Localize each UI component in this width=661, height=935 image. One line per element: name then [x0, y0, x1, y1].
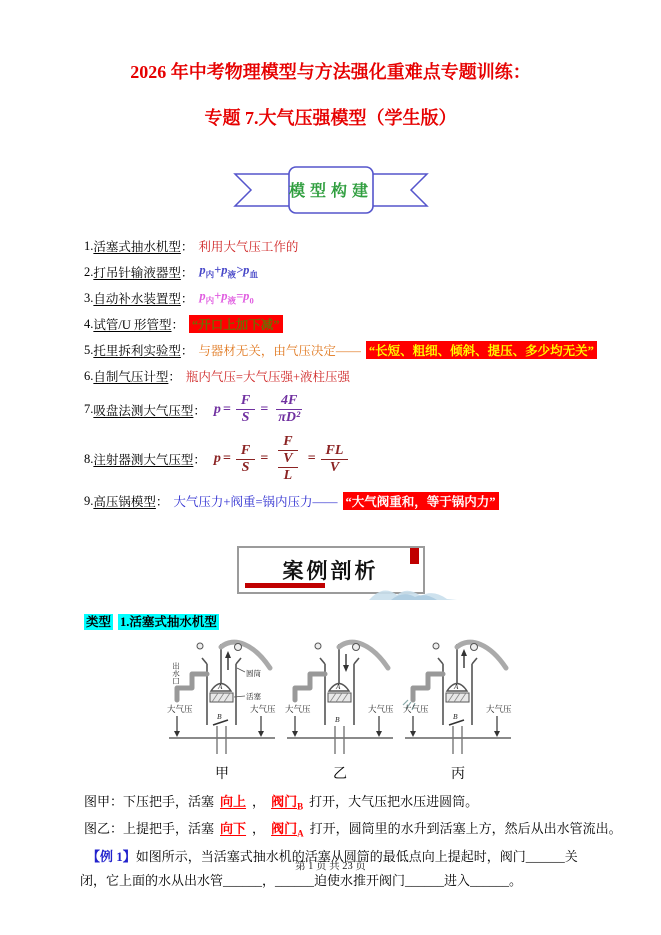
answer-valve [271, 821, 304, 839]
colon: ： [180, 292, 194, 306]
figure-label: 丙 [451, 767, 465, 783]
equals-sign: = [260, 401, 269, 417]
page-subtitle: 专题 7.大气压强模型（学生版） [204, 108, 457, 128]
answer-valve [271, 794, 304, 813]
formula-sub: 内 [205, 295, 215, 306]
colon: ： [155, 495, 169, 510]
formula-sub: 液 [227, 269, 237, 280]
numerator: F [278, 434, 297, 451]
model-name: 活塞式抽水机型 [93, 240, 181, 254]
valve-b-label: B [335, 715, 340, 725]
equals-sign: = [260, 451, 269, 467]
pump-figure-icon [284, 638, 396, 758]
atm-arrow-icon [410, 716, 416, 737]
example-tag: 【例 1】 [87, 848, 136, 864]
formula-sub: 液 [227, 295, 237, 306]
denominator: L [283, 468, 293, 484]
fraction [236, 443, 255, 476]
caption-prefix: 图乙： [84, 821, 124, 837]
atm-arrow-icon [258, 716, 264, 737]
numerator: 4F [276, 393, 302, 410]
pressure-formula [199, 263, 258, 281]
pump-diagram-bing [402, 638, 514, 783]
caption-text: 打开，大气压把水压进圆筒。 [309, 794, 479, 810]
page-title: 2026 年中考物理模型与方法强化重难点专题训练： [130, 62, 531, 82]
model-item-9 [84, 492, 661, 510]
caption-text: 下压把手，活塞 [123, 794, 215, 810]
pump-figure-icon [402, 638, 514, 758]
piston-label: 活塞 [246, 692, 261, 702]
denominator: πD² [278, 410, 301, 426]
model-name: 高压锅模型 [93, 495, 156, 510]
atm-arrow-icon [174, 716, 180, 737]
pump-diagrams [166, 638, 661, 783]
numerator: F [236, 393, 255, 410]
model-answer: 利用大气压工作的 [198, 240, 299, 254]
model-item-8 [84, 434, 661, 484]
formula-lead: p [213, 451, 221, 467]
model-list [84, 237, 661, 510]
formula-part: +p [214, 263, 228, 278]
equals-sign: = [222, 451, 231, 467]
model-item-6 [84, 367, 661, 385]
model-number: 3. [84, 290, 94, 305]
highlighted-answer: “大气阀重和，等于锅内力” [343, 492, 499, 510]
model-building-banner [231, 162, 431, 223]
formula-part: =p [236, 289, 250, 304]
intake-pipe [335, 726, 344, 754]
atm-pressure-label: 大气压 [250, 704, 276, 715]
atm-pressure-label: 大气压 [167, 704, 193, 715]
model-name: 自制气压计型 [93, 370, 169, 384]
formula-lead: p [213, 401, 221, 417]
fraction [273, 434, 302, 484]
colon: ： [193, 453, 206, 468]
pump-diagram-yi [284, 638, 396, 783]
outlet-label: 出水口 [171, 662, 181, 685]
colon: ： [168, 370, 181, 384]
formula-sub: 内 [205, 269, 215, 280]
formula-part: p [199, 289, 206, 304]
case-analysis-label: 案例剖析 [282, 559, 379, 584]
numerator: FL [321, 443, 349, 460]
model-number: 7. [84, 402, 94, 417]
valve-letter: A [297, 828, 304, 839]
numerator: V [278, 451, 297, 468]
example-text: 如图所示，当活塞式抽水机的活塞从圆筒的最低点向上提起时，阀门______关闭，它上面的水从出水管______，______迫使水推开阀门______进入______。 [80, 848, 578, 889]
formula-sub: 0 [249, 295, 254, 306]
up-arrow-icon [225, 651, 231, 670]
model-building-banner-label: 模型构建 [288, 183, 373, 200]
atm-pressure-label: 大气压 [285, 704, 311, 715]
model-item-5 [84, 341, 661, 359]
colon: ： [193, 403, 206, 418]
model-name: 打吊针输液器型 [93, 266, 181, 280]
formula-sub: 血 [249, 269, 258, 280]
figure-label: 甲 [215, 767, 229, 783]
suction-cup-formula [214, 393, 308, 426]
caption-prefix: 图甲： [84, 794, 124, 810]
model-answer: 与器材无关，由气压决定—— [198, 344, 361, 358]
spout-pipe [295, 674, 325, 700]
pivot [197, 643, 203, 649]
section-title: 1.活塞式抽水机型 [120, 615, 217, 630]
down-arrow-icon [343, 654, 349, 672]
valve-b-label: B [217, 712, 222, 722]
formula-part: >p [236, 263, 250, 278]
pivot [235, 644, 242, 651]
formula-part: +p [214, 289, 228, 304]
caption-text: ， [252, 821, 266, 837]
red-underline-accent [245, 583, 325, 588]
caption-yi [84, 816, 661, 843]
atm-arrow-icon [292, 716, 298, 737]
red-corner-accent [410, 548, 419, 564]
caption-text: ， [252, 794, 266, 810]
intake-pipe [217, 726, 226, 754]
section-heading [84, 612, 661, 630]
model-answer: 大气压力+阀重=锅内压力—— [173, 495, 338, 510]
valve-word: 阀门 [271, 821, 298, 837]
fraction [273, 393, 305, 426]
model-number: 1. [84, 238, 94, 253]
valve-a-label: A [336, 683, 341, 692]
ribbon-right-tail-icon [371, 174, 427, 206]
model-item-7 [84, 393, 661, 426]
denominator: S [241, 410, 250, 426]
fraction [321, 443, 349, 476]
model-name: 吸盘法测大气压型 [93, 403, 194, 418]
highlighted-answer: “长短、粗细、倾斜、提压、多少均无关” [366, 341, 597, 359]
model-number: 8. [84, 451, 94, 466]
denominator: V [329, 459, 340, 475]
pivot [353, 644, 360, 651]
section-tag: 类型 [86, 615, 112, 630]
figure-captions [84, 789, 661, 842]
answer-direction: 向上 [220, 794, 247, 810]
model-number: 6. [84, 368, 94, 383]
cylinder-label: 圆筒 [246, 669, 261, 679]
pivot [433, 643, 439, 649]
answer-direction: 向下 [220, 821, 247, 837]
model-name: 托里拆利实验型 [93, 344, 181, 358]
valve-a-label: A [454, 683, 459, 692]
highlighted-answer: “开口上加下减” [189, 315, 283, 333]
colon: ： [180, 240, 194, 254]
model-name: 试管/U 形管型 [93, 318, 172, 332]
model-item-3 [84, 289, 661, 307]
nested-denominator [273, 451, 302, 484]
pressure-formula [199, 289, 253, 307]
figure-label: 乙 [333, 767, 347, 783]
equals-sign: = [307, 451, 316, 467]
denominator: S [241, 459, 250, 475]
ribbon-left-tail-icon [235, 174, 291, 206]
pivot [471, 644, 478, 651]
numerator: F [236, 443, 255, 460]
ribbon-icon [231, 162, 431, 218]
model-name: 自动补水装置型 [93, 292, 181, 306]
valve-letter: B [297, 802, 304, 813]
valve-word: 阀门 [271, 794, 298, 810]
spout-pipe [413, 674, 443, 700]
atm-arrow-icon [376, 716, 382, 737]
formula-part: p [199, 263, 206, 278]
case-analysis-banner [237, 538, 425, 598]
colon: ： [180, 344, 194, 358]
valve-b-label: B [453, 712, 458, 722]
equals-sign: = [222, 401, 231, 417]
syringe-formula [214, 434, 352, 484]
colon: ： [180, 266, 194, 280]
up-arrow-icon [461, 649, 467, 668]
model-item-1 [84, 237, 661, 255]
intake-pipe [453, 726, 462, 754]
caption-text: 打开，圆筒里的水升到活塞上方，然后从出水管流出。 [309, 821, 622, 837]
atm-arrow-icon [494, 716, 500, 737]
atm-pressure-label: 大气压 [403, 704, 429, 715]
model-number: 5. [84, 342, 94, 357]
pump-diagram-jia [166, 638, 278, 783]
atm-pressure-label: 大气压 [486, 704, 512, 715]
caption-text: 上提把手，活塞 [123, 821, 215, 837]
spout-pipe [177, 674, 207, 700]
caption-jia [84, 789, 661, 816]
model-number: 9. [84, 493, 94, 508]
model-answer: 瓶内气压=大气压强+液柱压强 [185, 370, 351, 384]
leader-line [237, 668, 245, 672]
fraction [236, 393, 255, 426]
pump-figure-icon [166, 638, 278, 758]
fraction [278, 451, 297, 484]
mountain-decoration-icon [367, 580, 459, 602]
atm-pressure-label: 大气压 [368, 704, 394, 715]
pivot [315, 643, 321, 649]
colon: ： [171, 318, 185, 332]
model-number: 4. [84, 316, 94, 331]
model-item-2 [84, 263, 661, 281]
model-number: 2. [84, 264, 94, 279]
valve-a-label: A [218, 683, 223, 692]
model-item-4 [84, 315, 661, 333]
page-footer: 第 1 页 共 23 页 [295, 861, 366, 872]
model-name: 注射器测大气压型 [93, 453, 194, 468]
